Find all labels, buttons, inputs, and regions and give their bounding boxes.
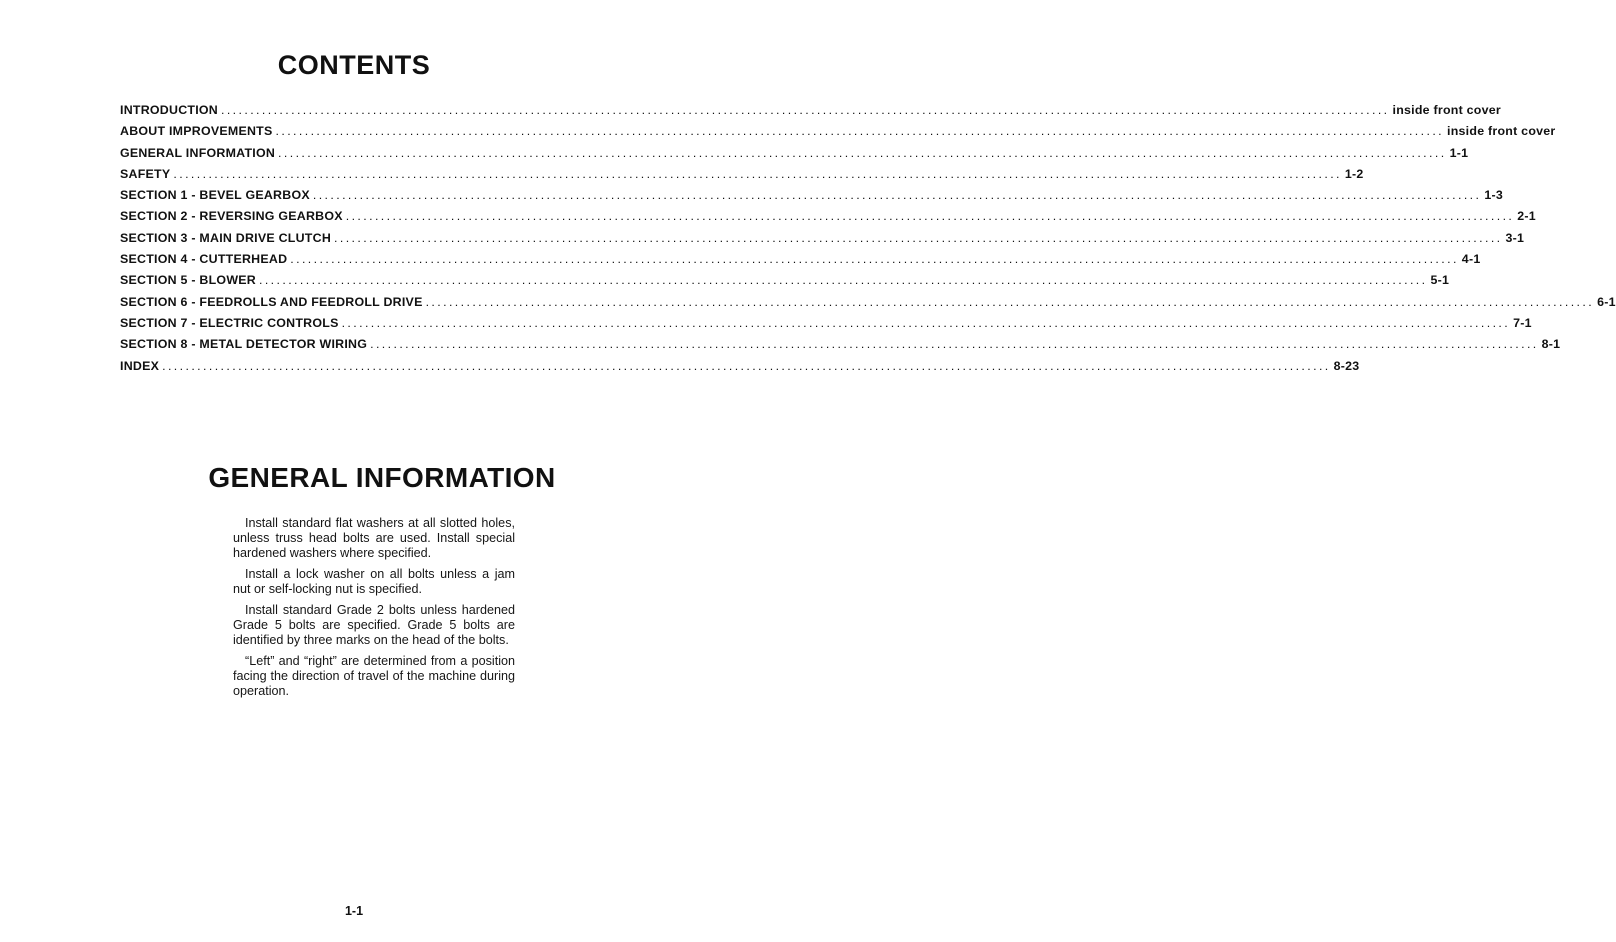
toc-entry[interactable] (120, 124, 1556, 145)
toc-leader-dots: ........................................................................................................................................................................................................ (258, 273, 1428, 288)
toc-entry-page: 1-2 (1344, 166, 1364, 181)
toc-entry-label: ABOUT IMPROVEMENTS (120, 124, 273, 139)
toc-entry-label: INTRODUCTION (120, 103, 218, 117)
toc-entry[interactable] (120, 273, 1450, 294)
toc-entry[interactable] (120, 315, 1532, 337)
toc-leader-dots: ........................................................................................................................................................................................................ (312, 188, 1482, 203)
toc-leader-dots: ........................................................................................................................................................................................................ (221, 103, 1390, 117)
toc-leader-dots: ........................................................................................................................................................................................................ (345, 209, 1515, 224)
paragraph-lock-washers: Install a lock washer on all bolts unless a jam nut or self-locking nut is specified. (233, 567, 515, 596)
toc-entry-page: 5-1 (1430, 273, 1450, 288)
toc-leader-dots: ........................................................................................................................................................................................................ (275, 124, 1445, 139)
toc-entry-label: SECTION 2 - REVERSING GEARBOX (120, 209, 343, 224)
paragraph-bolt-grades: Install standard Grade 2 bolts unless hardened Grade 5 bolts are specified. Grade 5 bolts are identified by three marks on the head of the bolts. (233, 603, 515, 647)
toc-entry-page: inside front cover (1447, 124, 1556, 139)
toc-entry-page: 8-1 (1541, 337, 1561, 352)
toc-leader-dots: ........................................................................................................................................................................................................ (334, 230, 1503, 245)
toc-entry-label: SECTION 5 - BLOWER (120, 273, 256, 288)
table-of-contents (120, 103, 1616, 380)
toc-leader-dots: ........................................................................................................................................................................................................ (370, 337, 1539, 352)
toc-entry-label: SECTION 8 - METAL DETECTOR WIRING (120, 337, 368, 352)
toc-entry[interactable] (120, 188, 1504, 209)
toc-entry-label: SECTION 6 - FEEDROLLS AND FEEDROLL DRIVE (120, 294, 423, 309)
toc-entry-label: GENERAL INFORMATION (120, 145, 276, 160)
toc-entry[interactable] (120, 358, 1360, 380)
toc-entry-page: 2-1 (1517, 209, 1536, 224)
toc-entry[interactable] (120, 145, 1469, 167)
paragraph-left-right: “Left” and “right” are determined from a position facing the direction of travel of the machine during operation. (233, 654, 515, 698)
paragraph-washers: Install standard flat washers at all slotted holes, unless truss head bolts are used. Install special hardened washers where specified. (233, 516, 515, 560)
general-information-title: GENERAL INFORMATION (208, 462, 556, 493)
toc-entry-label: SECTION 4 - CUTTERHEAD (120, 252, 288, 267)
toc-leader-dots: ........................................................................................................................................................................................................ (341, 315, 1511, 330)
toc-entry[interactable] (120, 209, 1536, 230)
page-number: 1-1 (344, 904, 364, 918)
toc-entry-page: 1-1 (1449, 145, 1469, 160)
toc-entry-label: SECTION 1 - BEVEL GEARBOX (120, 188, 310, 203)
toc-entry-page: 3-1 (1505, 230, 1525, 245)
toc-entry-label: SAFETY (120, 166, 171, 181)
toc-entry[interactable] (120, 337, 1561, 358)
toc-leader-dots: ........................................................................................................................................................................................................ (290, 252, 1459, 267)
toc-entry-page: 4-1 (1461, 252, 1481, 267)
contents-title: CONTENTS (277, 50, 431, 80)
toc-entry-page: 8-23 (1333, 358, 1360, 373)
toc-entry-page: inside front cover (1392, 103, 1501, 117)
toc-leader-dots: ........................................................................................................................................................................................................ (425, 294, 1595, 309)
general-information-body (233, 516, 515, 705)
toc-entry-label: SECTION 3 - MAIN DRIVE CLUTCH (120, 230, 332, 245)
toc-entry-page: 6-1 (1597, 294, 1616, 309)
toc-entry[interactable] (120, 294, 1616, 316)
toc-leader-dots: ........................................................................................................................................................................................................ (173, 166, 1342, 181)
toc-entry[interactable] (120, 166, 1364, 188)
toc-leader-dots: ........................................................................................................................................................................................................ (278, 145, 1447, 160)
toc-entry-page: 1-3 (1484, 188, 1504, 203)
toc-entry[interactable] (120, 103, 1501, 124)
toc-entry[interactable] (120, 230, 1525, 252)
toc-leader-dots: ........................................................................................................................................................................................................ (162, 358, 1331, 373)
toc-entry-page: 7-1 (1513, 315, 1532, 330)
toc-entry-label: INDEX (120, 358, 160, 373)
toc-entry-label: SECTION 7 - ELECTRIC CONTROLS (120, 315, 339, 330)
toc-entry[interactable] (120, 252, 1481, 273)
